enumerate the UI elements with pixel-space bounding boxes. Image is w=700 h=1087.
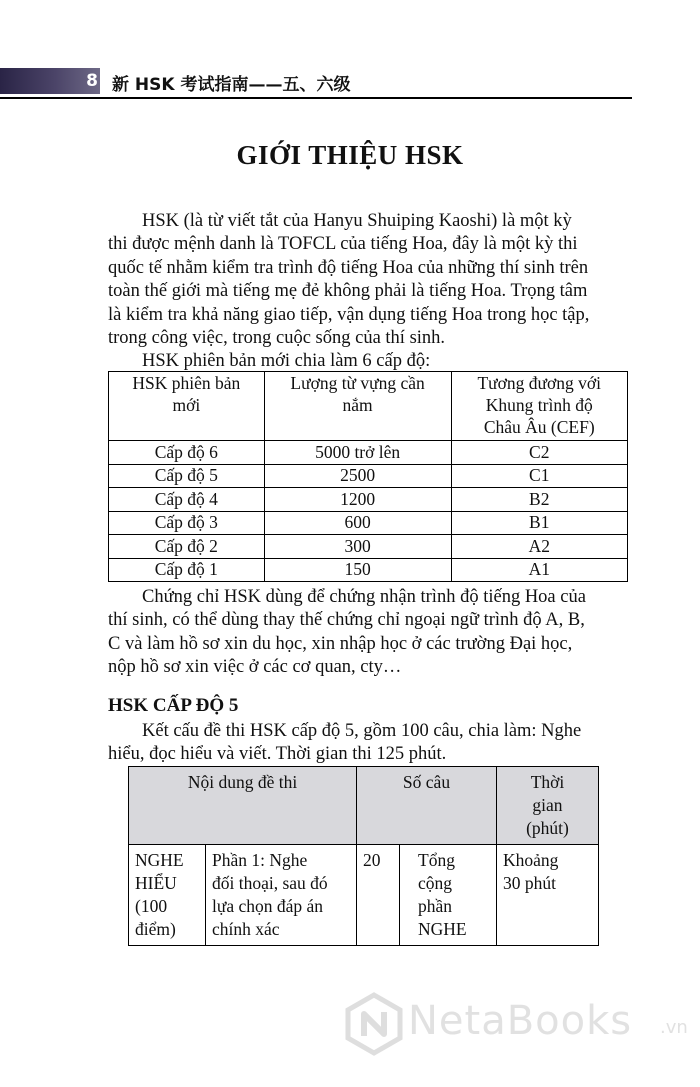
cert-line: C và làm hồ sơ xin du học, xin nhập học ở các trường Đại học, <box>108 633 573 654</box>
cef-cell: A1 <box>451 558 627 582</box>
desc-line: hiểu, đọc hiểu và viết. Thời gian thi 125 phút. <box>108 744 447 765</box>
vocab-cell: 150 <box>264 558 451 582</box>
cef-cell: C1 <box>451 464 627 488</box>
header-version: HSK phiên bản mới <box>109 372 265 441</box>
cert-line: nộp hồ sơ xin việc ở các cơ quan, cty… <box>108 657 402 678</box>
level-cell: Cấp độ 1 <box>109 558 265 582</box>
running-title: 新 HSK 考试指南——五、六级 <box>112 75 351 95</box>
level-cell: Cấp độ 5 <box>109 464 265 488</box>
cef-cell: B2 <box>451 488 627 512</box>
section-heading: HSK CẤP ĐỘ 5 <box>108 695 239 716</box>
table-row <box>109 488 628 512</box>
section-cell: NGHE HIỂU (100 điểm) <box>129 845 206 946</box>
vocab-cell: 5000 trở lên <box>264 441 451 465</box>
table-row <box>109 535 628 559</box>
intro-line: toàn thế giới mà tiếng mẹ đẻ không phải là tiếng Hoa. Trọng tâm <box>108 281 588 302</box>
cert-line: Chứng chỉ HSK dùng để chứng nhận trình độ tiếng Hoa của <box>142 587 586 607</box>
watermark-brand: NetaBooks <box>408 998 633 1044</box>
header-cef: Tương đương với Khung trình độ Châu Âu (CEF) <box>451 372 627 441</box>
header-content: Nội dung đề thi <box>129 767 357 845</box>
level-cell: Cấp độ 3 <box>109 511 265 535</box>
header-vocab: Lượng từ vựng cần nắm <box>264 372 451 441</box>
level-cell: Cấp độ 4 <box>109 488 265 512</box>
cef-cell: C2 <box>451 441 627 465</box>
table-row <box>129 845 599 946</box>
vocab-cell: 600 <box>264 511 451 535</box>
page-title: GIỚI THIỆU HSK <box>236 140 464 170</box>
intro-line: thi được mệnh danh là TOFCL của tiếng Hoa, đây là một kỳ thi <box>108 234 578 255</box>
total-cell: Tổng cộng phần NGHE <box>400 845 497 946</box>
levels-intro: HSK phiên bản mới chia làm 6 cấp độ: <box>142 351 431 372</box>
level-cell: Cấp độ 2 <box>109 535 265 559</box>
table-row <box>109 511 628 535</box>
levels-table <box>108 371 628 582</box>
part-cell: Phần 1: Nghe đối thoại, sau đó lựa chọn đáp án chính xác <box>206 845 357 946</box>
level5-description <box>108 720 628 767</box>
cef-cell: A2 <box>451 535 627 559</box>
count-cell: 20 <box>357 845 400 946</box>
level5-table-header <box>129 767 599 845</box>
vocab-cell: 300 <box>264 535 451 559</box>
table-row <box>109 558 628 582</box>
table-row <box>109 441 628 465</box>
vocab-cell: 2500 <box>264 464 451 488</box>
netabooks-logo-icon <box>342 992 406 1056</box>
vocab-cell: 1200 <box>264 488 451 512</box>
intro-line: trong công việc, trong cuộc sống của thí sinh. <box>108 328 446 349</box>
intro-paragraph <box>108 210 628 374</box>
time-cell: Khoảng 30 phút <box>497 845 599 946</box>
intro-line: là kiểm tra khả năng giao tiếp, vận dụng tiếng Hoa trong học tập, <box>108 304 590 325</box>
intro-line: HSK (là từ viết tắt của Hanyu Shuiping Kaoshi) là một kỳ <box>142 211 572 231</box>
cef-cell: B1 <box>451 511 627 535</box>
watermark-suffix: .vn <box>660 1017 688 1038</box>
header-time: Thời gian (phút) <box>497 767 599 845</box>
page-number: 8 <box>86 71 98 91</box>
table-row <box>109 464 628 488</box>
watermark <box>338 990 698 1060</box>
header-rule <box>0 97 632 99</box>
level5-table <box>128 766 599 946</box>
levels-table-header <box>109 372 628 441</box>
cert-line: thí sinh, có thể dùng thay thế chứng chỉ ngoại ngữ trình độ A, B, <box>108 610 585 631</box>
certificate-paragraph <box>108 586 628 680</box>
desc-line: Kết cấu đề thi HSK cấp độ 5, gồm 100 câu, chia làm: Nghe <box>142 721 582 741</box>
header-questions: Số câu <box>357 767 497 845</box>
level-cell: Cấp độ 6 <box>109 441 265 465</box>
intro-line: quốc tế nhằm kiểm tra trình độ tiếng Hoa của những thí sinh trên <box>108 257 589 278</box>
